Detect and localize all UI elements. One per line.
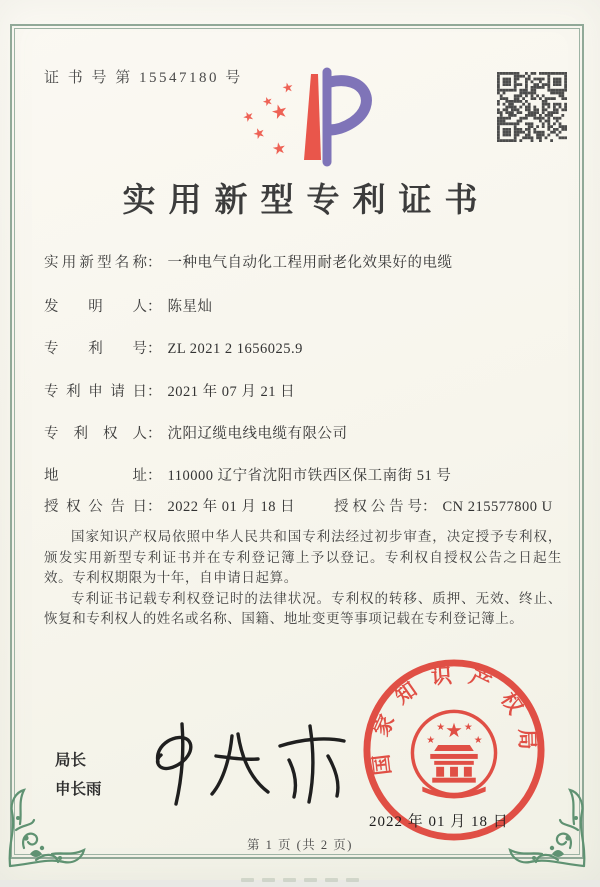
svg-text:★: ★ <box>463 722 473 734</box>
colon: ： <box>147 384 162 400</box>
field-label: 授权公告日 <box>44 499 147 515</box>
field-label: 专利权人 <box>44 426 147 442</box>
colon: ： <box>147 468 162 484</box>
certificate-number: 证 书 号 第 15547180 号 <box>44 70 243 86</box>
svg-text:★: ★ <box>280 79 296 97</box>
svg-text:★: ★ <box>260 92 276 110</box>
field-grant-number <box>334 495 553 516</box>
field-inventor <box>44 295 564 316</box>
field-label: 实用新型名称 <box>44 255 147 271</box>
national-emblem-icon <box>412 711 495 798</box>
svg-text:★: ★ <box>426 735 436 747</box>
field-value: 2022 年 01 月 18 日 <box>167 499 296 515</box>
floral-corner-ornament-icon <box>2 778 94 870</box>
floral-corner-ornament-icon <box>500 778 592 870</box>
field-label: 专利号 <box>44 341 147 357</box>
field-patent-number <box>44 337 564 358</box>
field-value: 110000 辽宁省沈阳市铁西区保工南街 51 号 <box>167 468 452 484</box>
signer-name: 申长雨 <box>55 781 102 798</box>
field-label: 专利申请日 <box>44 384 147 400</box>
svg-text:★: ★ <box>268 99 291 125</box>
colon: ： <box>147 341 162 357</box>
cut-off-print-marks <box>0 869 600 887</box>
field-grant-date <box>44 499 295 515</box>
certificate-title: 实用新型专利证书 <box>122 183 491 219</box>
svg-text:★: ★ <box>436 722 446 734</box>
field-filing-date <box>44 380 564 401</box>
field-value: ZL 2021 2 1656025.9 <box>167 341 303 357</box>
field-address <box>44 464 564 485</box>
legal-paragraph-1: 国家知识产权局依照中华人民共和国专利法经过初步审查，决定授予专利权，颁发实用新型专利证书并在专利登记簿上予以登记。专利权自授权公告之日起生效。专利权期限为十年，自申请日起算。 <box>44 529 562 585</box>
legal-paragraph-2: 专利证书记载专利权登记时的法律状况。专利权的转移、质押、无效、终止、恢复和专利权人的姓名或名称、国籍、地址变更等事项记载在专利登记簿上。 <box>44 590 562 626</box>
handwritten-signature-icon <box>128 712 368 817</box>
field-label: 授权公告号 <box>334 499 422 515</box>
page-number: 第 1 页 (共 2 页) <box>247 838 353 852</box>
svg-text:★: ★ <box>445 719 463 743</box>
seal-date: 2022 年 01 月 18 日 <box>369 814 509 830</box>
svg-text:★: ★ <box>270 137 288 159</box>
legal-text <box>44 527 562 630</box>
field-value: 2021 年 07 月 21 日 <box>167 384 296 400</box>
colon: ： <box>147 499 162 515</box>
svg-text:★: ★ <box>250 124 269 144</box>
field-value: CN 215577800 U <box>442 499 553 515</box>
field-grant-row <box>44 495 564 516</box>
seal-text: 国家知识产权局 <box>368 663 539 777</box>
svg-text:★: ★ <box>473 735 483 747</box>
field-label: 地址 <box>44 468 147 484</box>
colon: ： <box>147 299 162 315</box>
field-patentee <box>44 422 564 443</box>
field-label: 发明人 <box>44 299 147 315</box>
field-value: 一种电气自动化工程用耐老化效果好的电缆 <box>167 255 453 271</box>
svg-text:★: ★ <box>240 108 258 127</box>
signer-title: 局长 <box>55 752 87 769</box>
qr-code-icon <box>497 72 567 142</box>
field-value: 陈星灿 <box>167 299 213 315</box>
cnipa-logo-icon <box>233 60 378 172</box>
colon: ： <box>147 255 162 271</box>
field-utility-model-name <box>44 251 564 272</box>
colon: ： <box>422 499 437 515</box>
colon: ： <box>147 426 162 442</box>
field-value: 沈阳辽缆电线电缆有限公司 <box>167 426 348 442</box>
